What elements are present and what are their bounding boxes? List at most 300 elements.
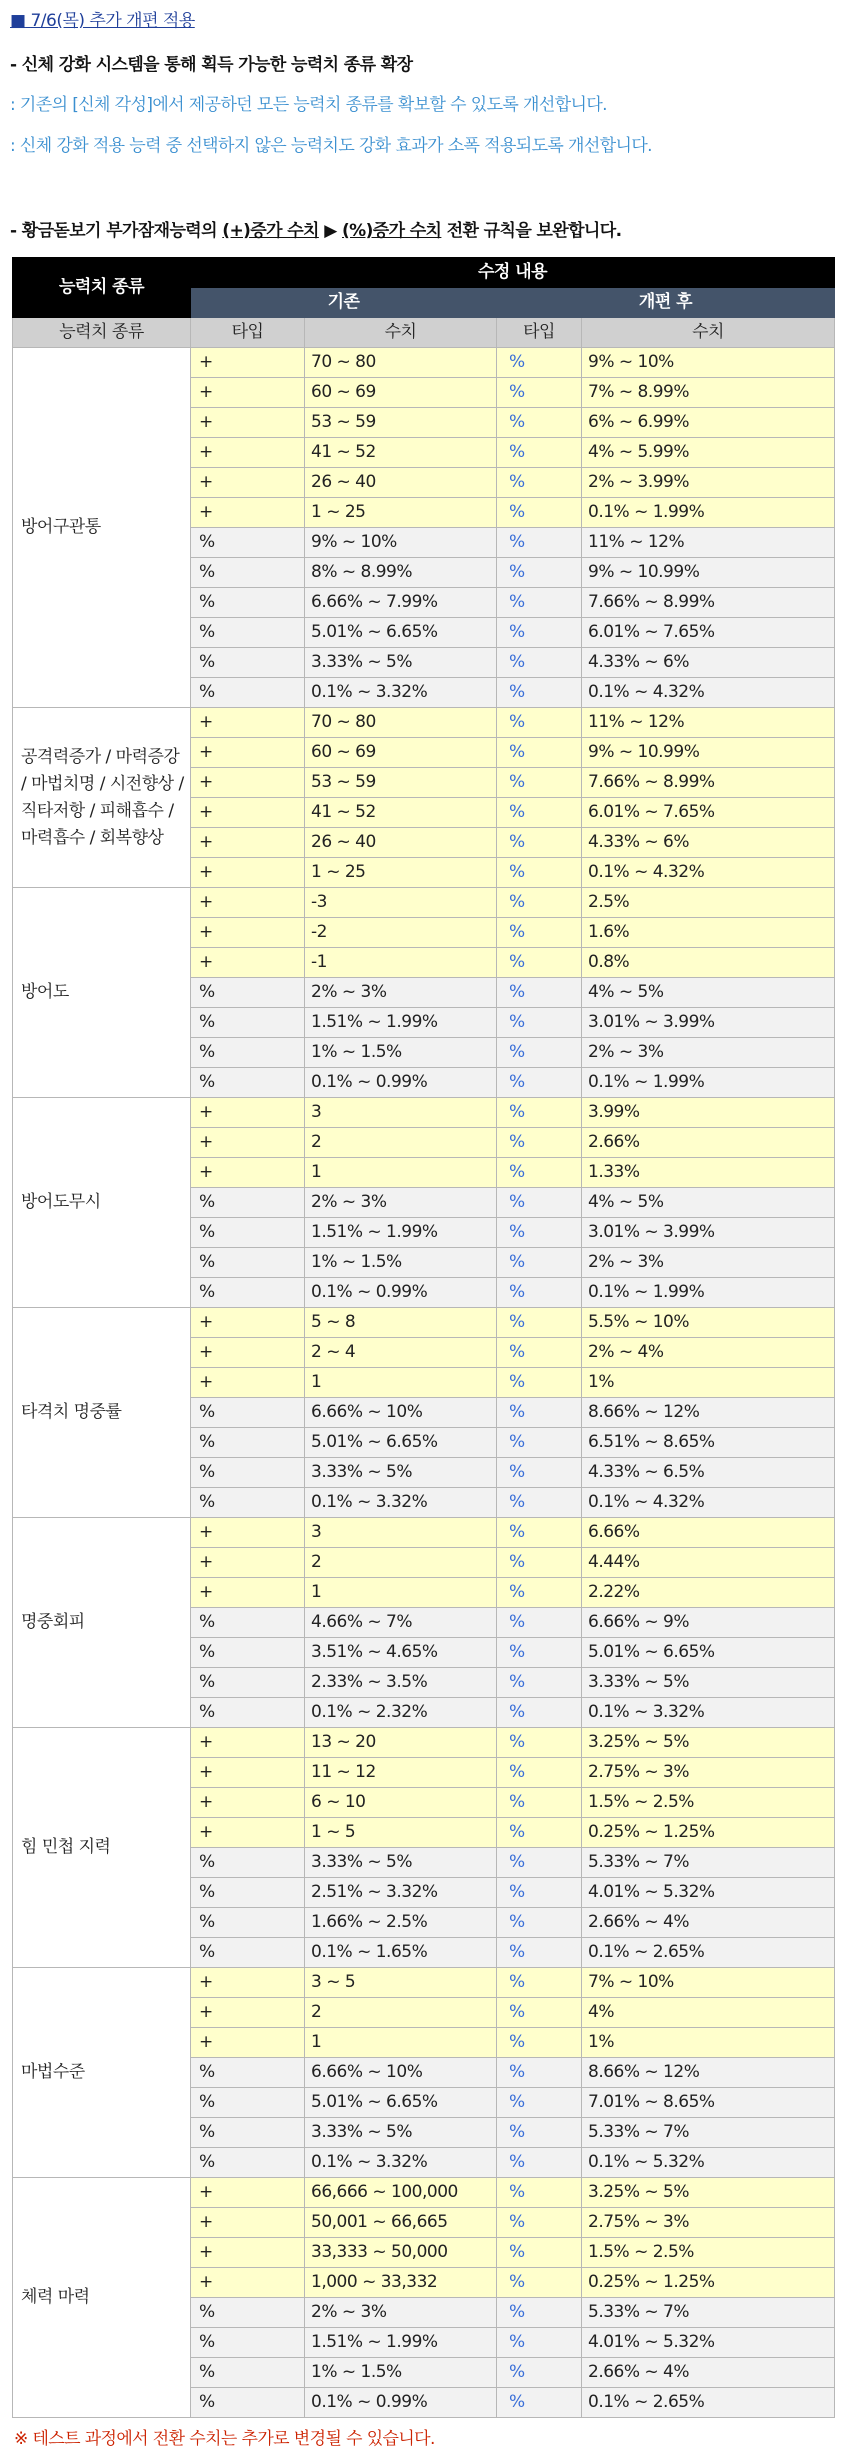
old-type-cell: % (191, 1038, 305, 1068)
col-type-after: 타입 (497, 318, 582, 348)
stat-category: 체력 마력 (13, 2178, 191, 2418)
old-type-cell: % (191, 1878, 305, 1908)
old-type-cell: + (191, 1998, 305, 2028)
old-value-cell: 3.33% ~ 5% (305, 648, 497, 678)
old-type-cell: % (191, 978, 305, 1008)
new-type-cell: % (497, 1398, 582, 1428)
old-value-cell: 1.51% ~ 1.99% (305, 1008, 497, 1038)
rule-to: (%)증가 수치 (342, 221, 442, 241)
new-type-cell: % (497, 1908, 582, 1938)
new-value-cell: 7% ~ 10% (582, 1968, 835, 1998)
col-value-before: 수치 (305, 318, 497, 348)
new-value-cell: 4.33% ~ 6.5% (582, 1458, 835, 1488)
new-value-cell: 1.6% (582, 918, 835, 948)
new-type-cell: % (497, 1818, 582, 1848)
new-value-cell: 3.33% ~ 5% (582, 1668, 835, 1698)
note-line: : 신체 강화 적용 능력 중 선택하지 않은 능력치도 강화 효과가 소폭 적용되도록 개선합니다. (10, 136, 652, 156)
new-type-cell: % (497, 498, 582, 528)
stat-category: 명중회피 (13, 1518, 191, 1728)
old-type-cell: + (191, 2268, 305, 2298)
old-value-cell: 26 ~ 40 (305, 828, 497, 858)
old-type-cell: + (191, 948, 305, 978)
rule-from: (+)증가 수치 (222, 221, 319, 241)
old-value-cell: 1 ~ 5 (305, 1818, 497, 1848)
new-value-cell: 0.1% ~ 2.65% (582, 2388, 835, 2418)
new-type-cell: % (497, 1938, 582, 1968)
old-type-cell: % (191, 588, 305, 618)
old-value-cell: 5.01% ~ 6.65% (305, 1428, 497, 1458)
old-value-cell: 0.1% ~ 1.65% (305, 1938, 497, 1968)
old-type-cell: + (191, 378, 305, 408)
old-value-cell: 3 (305, 1518, 497, 1548)
new-value-cell: 6.01% ~ 7.65% (582, 798, 835, 828)
old-type-cell: + (191, 858, 305, 888)
old-type-cell: + (191, 1758, 305, 1788)
new-value-cell: 4.33% ~ 6% (582, 648, 835, 678)
new-value-cell: 2.5% (582, 888, 835, 918)
old-type-cell: + (191, 1308, 305, 1338)
old-type-cell: % (191, 558, 305, 588)
old-value-cell: 1 (305, 2028, 497, 2058)
old-type-cell: + (191, 2208, 305, 2238)
new-type-cell: % (497, 1998, 582, 2028)
header-before: 기존 (191, 288, 497, 318)
stat-category: 힘 민첩 지력 (13, 1728, 191, 1968)
new-type-cell: % (497, 348, 582, 378)
old-value-cell: 0.1% ~ 3.32% (305, 1488, 497, 1518)
old-type-cell: + (191, 1578, 305, 1608)
new-value-cell: 3.25% ~ 5% (582, 1728, 835, 1758)
col-type-before: 타입 (191, 318, 305, 348)
new-value-cell: 9% ~ 10% (582, 348, 835, 378)
old-value-cell: 2 (305, 1128, 497, 1158)
new-type-cell: % (497, 2208, 582, 2238)
old-value-cell: 53 ~ 59 (305, 768, 497, 798)
new-value-cell: 1% (582, 2028, 835, 2058)
old-type-cell: % (191, 528, 305, 558)
new-value-cell: 4.01% ~ 5.32% (582, 1878, 835, 1908)
old-value-cell: 1% ~ 1.5% (305, 1038, 497, 1068)
old-type-cell: + (191, 1368, 305, 1398)
new-type-cell: % (497, 1368, 582, 1398)
new-type-cell: % (497, 2268, 582, 2298)
new-type-cell: % (497, 2358, 582, 2388)
new-value-cell: 1% (582, 1368, 835, 1398)
new-type-cell: % (497, 2328, 582, 2358)
old-type-cell: % (191, 2088, 305, 2118)
new-type-cell: % (497, 738, 582, 768)
new-type-cell: % (497, 1698, 582, 1728)
old-value-cell: 41 ~ 52 (305, 798, 497, 828)
table-row (13, 348, 835, 378)
new-type-cell: % (497, 2058, 582, 2088)
old-type-cell: % (191, 1698, 305, 1728)
new-value-cell: 3.99% (582, 1098, 835, 1128)
new-value-cell: 9% ~ 10.99% (582, 558, 835, 588)
new-type-cell: % (497, 1578, 582, 1608)
old-type-cell: + (191, 1728, 305, 1758)
new-value-cell: 7.66% ~ 8.99% (582, 768, 835, 798)
old-type-cell: % (191, 1668, 305, 1698)
new-value-cell: 4% ~ 5.99% (582, 438, 835, 468)
new-type-cell: % (497, 528, 582, 558)
old-value-cell: 2.51% ~ 3.32% (305, 1878, 497, 1908)
table-row (13, 888, 835, 918)
new-type-cell: % (497, 708, 582, 738)
old-type-cell: % (191, 1488, 305, 1518)
new-value-cell: 0.1% ~ 1.99% (582, 498, 835, 528)
old-value-cell: 2 (305, 1548, 497, 1578)
table-row (13, 2178, 835, 2208)
old-value-cell: 1.66% ~ 2.5% (305, 1908, 497, 1938)
new-type-cell: % (497, 1278, 582, 1308)
stat-category: 공격력증가 / 마력증강 / 마법치명 / 시전향상 / 직타저항 / 피해흡수 / 마력흡수 / 회복향상 (13, 708, 191, 888)
new-value-cell: 4% (582, 1998, 835, 2028)
stat-category: 방어도 (13, 888, 191, 1098)
old-type-cell: + (191, 708, 305, 738)
old-type-cell: + (191, 1968, 305, 1998)
new-type-cell: % (497, 468, 582, 498)
new-type-cell: % (497, 2118, 582, 2148)
new-value-cell: 0.1% ~ 1.99% (582, 1278, 835, 1308)
new-type-cell: % (497, 1608, 582, 1638)
old-value-cell: 50,001 ~ 66,665 (305, 2208, 497, 2238)
old-type-cell: % (191, 1278, 305, 1308)
old-type-cell: + (191, 2028, 305, 2058)
rule-prefix: - 황금돋보기 부가잠재능력의 (10, 221, 223, 241)
new-value-cell: 0.1% ~ 2.65% (582, 1938, 835, 1968)
new-type-cell: % (497, 1098, 582, 1128)
old-type-cell: + (191, 1518, 305, 1548)
rule-arrow-icon: ▶ (318, 221, 342, 241)
new-value-cell: 2% ~ 3% (582, 1248, 835, 1278)
update-header (10, 6, 195, 31)
table-body (13, 348, 835, 2418)
old-type-cell: + (191, 768, 305, 798)
new-type-cell: % (497, 1308, 582, 1338)
old-type-cell: % (191, 1248, 305, 1278)
new-type-cell: % (497, 408, 582, 438)
new-type-cell: % (497, 1878, 582, 1908)
old-value-cell: 11 ~ 12 (305, 1758, 497, 1788)
old-type-cell: + (191, 2238, 305, 2268)
new-type-cell: % (497, 798, 582, 828)
old-value-cell: 5.01% ~ 6.65% (305, 2088, 497, 2118)
old-value-cell: 6 ~ 10 (305, 1788, 497, 1818)
old-value-cell: 0.1% ~ 2.32% (305, 1698, 497, 1728)
old-type-cell: + (191, 1098, 305, 1128)
new-value-cell: 6.66% ~ 9% (582, 1608, 835, 1638)
old-type-cell: + (191, 798, 305, 828)
old-type-cell: + (191, 2178, 305, 2208)
header-stat-type: 능력치 종류 (13, 258, 191, 318)
new-type-cell: % (497, 1188, 582, 1218)
new-type-cell: % (497, 1458, 582, 1488)
new-type-cell: % (497, 2238, 582, 2268)
square-bullet-icon: ■ (10, 11, 26, 31)
new-value-cell: 11% ~ 12% (582, 528, 835, 558)
new-value-cell: 7.66% ~ 8.99% (582, 588, 835, 618)
table-row (13, 1968, 835, 1998)
new-value-cell: 0.25% ~ 1.25% (582, 1818, 835, 1848)
new-value-cell: 0.1% ~ 5.32% (582, 2148, 835, 2178)
new-type-cell: % (497, 1008, 582, 1038)
new-value-cell: 3.25% ~ 5% (582, 2178, 835, 2208)
stat-category: 타격치 명중률 (13, 1308, 191, 1518)
note-line: : 기존의 [신체 각성]에서 제공하던 모든 능력치 종류를 확보할 수 있도록 개선합니다. (10, 95, 607, 115)
old-value-cell: 0.1% ~ 0.99% (305, 1068, 497, 1098)
new-type-cell: % (497, 2148, 582, 2178)
old-value-cell: 60 ~ 69 (305, 738, 497, 768)
old-value-cell: 2% ~ 3% (305, 978, 497, 1008)
table-row (13, 708, 835, 738)
old-value-cell: 1% ~ 1.5% (305, 2358, 497, 2388)
new-type-cell: % (497, 2388, 582, 2418)
new-value-cell: 6% ~ 6.99% (582, 408, 835, 438)
new-type-cell: % (497, 1428, 582, 1458)
old-value-cell: 2% ~ 3% (305, 1188, 497, 1218)
new-type-cell: % (497, 1248, 582, 1278)
old-type-cell: % (191, 1848, 305, 1878)
new-value-cell: 2.75% ~ 3% (582, 2208, 835, 2238)
old-value-cell: 5.01% ~ 6.65% (305, 618, 497, 648)
new-value-cell: 7% ~ 8.99% (582, 378, 835, 408)
old-value-cell: 41 ~ 52 (305, 438, 497, 468)
old-type-cell: % (191, 1068, 305, 1098)
table-row (13, 1308, 835, 1338)
old-type-cell: % (191, 2358, 305, 2388)
new-type-cell: % (497, 1518, 582, 1548)
new-value-cell: 1.5% ~ 2.5% (582, 1788, 835, 1818)
old-type-cell: + (191, 1158, 305, 1188)
new-type-cell: % (497, 2178, 582, 2208)
old-type-cell: + (191, 438, 305, 468)
old-value-cell: 3.33% ~ 5% (305, 1458, 497, 1488)
old-value-cell: 70 ~ 80 (305, 348, 497, 378)
new-type-cell: % (497, 378, 582, 408)
old-value-cell: 6.66% ~ 10% (305, 2058, 497, 2088)
table-row (13, 1098, 835, 1128)
new-value-cell: 5.01% ~ 6.65% (582, 1638, 835, 1668)
old-value-cell: 53 ~ 59 (305, 408, 497, 438)
new-type-cell: % (497, 888, 582, 918)
new-type-cell: % (497, 828, 582, 858)
old-type-cell: + (191, 918, 305, 948)
expansion-summary: - 신체 강화 시스템을 통해 획득 가능한 능력치 종류 확장 (10, 55, 413, 75)
new-type-cell: % (497, 438, 582, 468)
header-after: 개편 후 (497, 288, 835, 318)
old-value-cell: 3.33% ~ 5% (305, 1848, 497, 1878)
old-value-cell: 26 ~ 40 (305, 468, 497, 498)
new-value-cell: 2.75% ~ 3% (582, 1758, 835, 1788)
old-value-cell: 6.66% ~ 10% (305, 1398, 497, 1428)
new-type-cell: % (497, 1968, 582, 1998)
old-type-cell: % (191, 1908, 305, 1938)
new-type-cell: % (497, 1638, 582, 1668)
stat-category: 방어도무시 (13, 1098, 191, 1308)
old-type-cell: % (191, 1398, 305, 1428)
conversion-table (12, 257, 835, 2418)
new-value-cell: 0.1% ~ 4.32% (582, 678, 835, 708)
new-value-cell: 0.8% (582, 948, 835, 978)
new-type-cell: % (497, 1338, 582, 1368)
old-value-cell: 1 ~ 25 (305, 858, 497, 888)
old-type-cell: + (191, 888, 305, 918)
new-type-cell: % (497, 1668, 582, 1698)
old-value-cell: 9% ~ 10% (305, 528, 497, 558)
new-type-cell: % (497, 858, 582, 888)
old-value-cell: 1 ~ 25 (305, 498, 497, 528)
new-type-cell: % (497, 1068, 582, 1098)
col-value-after: 수치 (582, 318, 835, 348)
old-type-cell: % (191, 2118, 305, 2148)
new-value-cell: 4.44% (582, 1548, 835, 1578)
new-type-cell: % (497, 768, 582, 798)
new-value-cell: 5.33% ~ 7% (582, 2298, 835, 2328)
new-value-cell: 0.1% ~ 4.32% (582, 1488, 835, 1518)
new-value-cell: 1.5% ~ 2.5% (582, 2238, 835, 2268)
old-type-cell: % (191, 1638, 305, 1668)
old-value-cell: 5 ~ 8 (305, 1308, 497, 1338)
old-value-cell: 33,333 ~ 50,000 (305, 2238, 497, 2268)
old-type-cell: + (191, 468, 305, 498)
old-type-cell: + (191, 828, 305, 858)
stat-category: 마법수준 (13, 1968, 191, 2178)
old-value-cell: 4.66% ~ 7% (305, 1608, 497, 1638)
old-value-cell: 1 (305, 1158, 497, 1188)
new-value-cell: 0.1% ~ 1.99% (582, 1068, 835, 1098)
new-value-cell: 6.01% ~ 7.65% (582, 618, 835, 648)
old-type-cell: % (191, 1608, 305, 1638)
old-type-cell: + (191, 408, 305, 438)
old-type-cell: % (191, 1938, 305, 1968)
new-type-cell: % (497, 588, 582, 618)
old-type-cell: % (191, 2298, 305, 2328)
new-value-cell: 7.01% ~ 8.65% (582, 2088, 835, 2118)
old-value-cell: -1 (305, 948, 497, 978)
new-value-cell: 5.5% ~ 10% (582, 1308, 835, 1338)
new-type-cell: % (497, 678, 582, 708)
new-value-cell: 4% ~ 5% (582, 1188, 835, 1218)
old-value-cell: 3 (305, 1098, 497, 1128)
old-value-cell: 70 ~ 80 (305, 708, 497, 738)
old-type-cell: + (191, 1338, 305, 1368)
old-type-cell: % (191, 1218, 305, 1248)
old-value-cell: 1% ~ 1.5% (305, 1248, 497, 1278)
new-value-cell: 0.1% ~ 4.32% (582, 858, 835, 888)
new-value-cell: 1.33% (582, 1158, 835, 1188)
old-type-cell: + (191, 1128, 305, 1158)
update-title: 7/6(목) 추가 개편 적용 (30, 11, 195, 31)
new-type-cell: % (497, 1728, 582, 1758)
old-value-cell: 0.1% ~ 3.32% (305, 2148, 497, 2178)
new-type-cell: % (497, 648, 582, 678)
new-value-cell: 3.01% ~ 3.99% (582, 1218, 835, 1248)
old-value-cell: 3.33% ~ 5% (305, 2118, 497, 2148)
old-value-cell: 1 (305, 1368, 497, 1398)
new-type-cell: % (497, 1548, 582, 1578)
stat-category: 방어구관통 (13, 348, 191, 708)
table-row (13, 1728, 835, 1758)
new-type-cell: % (497, 1488, 582, 1518)
new-type-cell: % (497, 618, 582, 648)
rule-suffix: 전환 규칙을 보완합니다. (441, 221, 622, 241)
old-type-cell: % (191, 2328, 305, 2358)
old-value-cell: 2 ~ 4 (305, 1338, 497, 1368)
old-type-cell: % (191, 2148, 305, 2178)
new-type-cell: % (497, 1218, 582, 1248)
old-type-cell: % (191, 2388, 305, 2418)
old-value-cell: 2.33% ~ 3.5% (305, 1668, 497, 1698)
old-type-cell: % (191, 648, 305, 678)
old-value-cell: -2 (305, 918, 497, 948)
new-value-cell: 5.33% ~ 7% (582, 2118, 835, 2148)
old-type-cell: + (191, 348, 305, 378)
old-type-cell: % (191, 1188, 305, 1218)
new-value-cell: 6.66% (582, 1518, 835, 1548)
new-value-cell: 2% ~ 3% (582, 1038, 835, 1068)
old-value-cell: 1.51% ~ 1.99% (305, 1218, 497, 1248)
col-stat-type: 능력치 종류 (13, 318, 191, 348)
old-value-cell: 2 (305, 1998, 497, 2028)
new-type-cell: % (497, 1788, 582, 1818)
old-value-cell: 0.1% ~ 0.99% (305, 2388, 497, 2418)
old-type-cell: % (191, 1008, 305, 1038)
old-value-cell: 66,666 ~ 100,000 (305, 2178, 497, 2208)
new-value-cell: 4% ~ 5% (582, 978, 835, 1008)
old-type-cell: + (191, 738, 305, 768)
new-type-cell: % (497, 1128, 582, 1158)
header-changes: 수정 내용 (191, 258, 835, 288)
new-value-cell: 8.66% ~ 12% (582, 2058, 835, 2088)
new-value-cell: 5.33% ~ 7% (582, 1848, 835, 1878)
new-value-cell: 9% ~ 10.99% (582, 738, 835, 768)
old-type-cell: + (191, 1788, 305, 1818)
old-value-cell: 60 ~ 69 (305, 378, 497, 408)
new-value-cell: 4.01% ~ 5.32% (582, 2328, 835, 2358)
old-value-cell: 6.66% ~ 7.99% (305, 588, 497, 618)
old-type-cell: % (191, 2058, 305, 2088)
new-value-cell: 11% ~ 12% (582, 708, 835, 738)
new-value-cell: 2.22% (582, 1578, 835, 1608)
new-type-cell: % (497, 1848, 582, 1878)
old-value-cell: 0.1% ~ 3.32% (305, 678, 497, 708)
old-value-cell: 3 ~ 5 (305, 1968, 497, 1998)
new-value-cell: 0.25% ~ 1.25% (582, 2268, 835, 2298)
new-value-cell: 4.33% ~ 6% (582, 828, 835, 858)
new-type-cell: % (497, 2298, 582, 2328)
old-type-cell: % (191, 1428, 305, 1458)
footnote: ※ 테스트 과정에서 전환 수치는 추가로 변경될 수 있습니다. (14, 2429, 435, 2449)
new-value-cell: 2% ~ 3.99% (582, 468, 835, 498)
new-value-cell: 8.66% ~ 12% (582, 1398, 835, 1428)
old-value-cell: 13 ~ 20 (305, 1728, 497, 1758)
old-value-cell: 1,000 ~ 33,332 (305, 2268, 497, 2298)
old-type-cell: + (191, 1818, 305, 1848)
old-value-cell: 1 (305, 1578, 497, 1608)
new-value-cell: 2.66% (582, 1128, 835, 1158)
new-value-cell: 2% ~ 4% (582, 1338, 835, 1368)
new-type-cell: % (497, 948, 582, 978)
new-type-cell: % (497, 558, 582, 588)
old-value-cell: 2% ~ 3% (305, 2298, 497, 2328)
new-value-cell: 0.1% ~ 3.32% (582, 1698, 835, 1728)
new-type-cell: % (497, 2088, 582, 2118)
old-value-cell: 1.51% ~ 1.99% (305, 2328, 497, 2358)
new-value-cell: 2.66% ~ 4% (582, 2358, 835, 2388)
new-type-cell: % (497, 1038, 582, 1068)
old-type-cell: % (191, 1458, 305, 1488)
